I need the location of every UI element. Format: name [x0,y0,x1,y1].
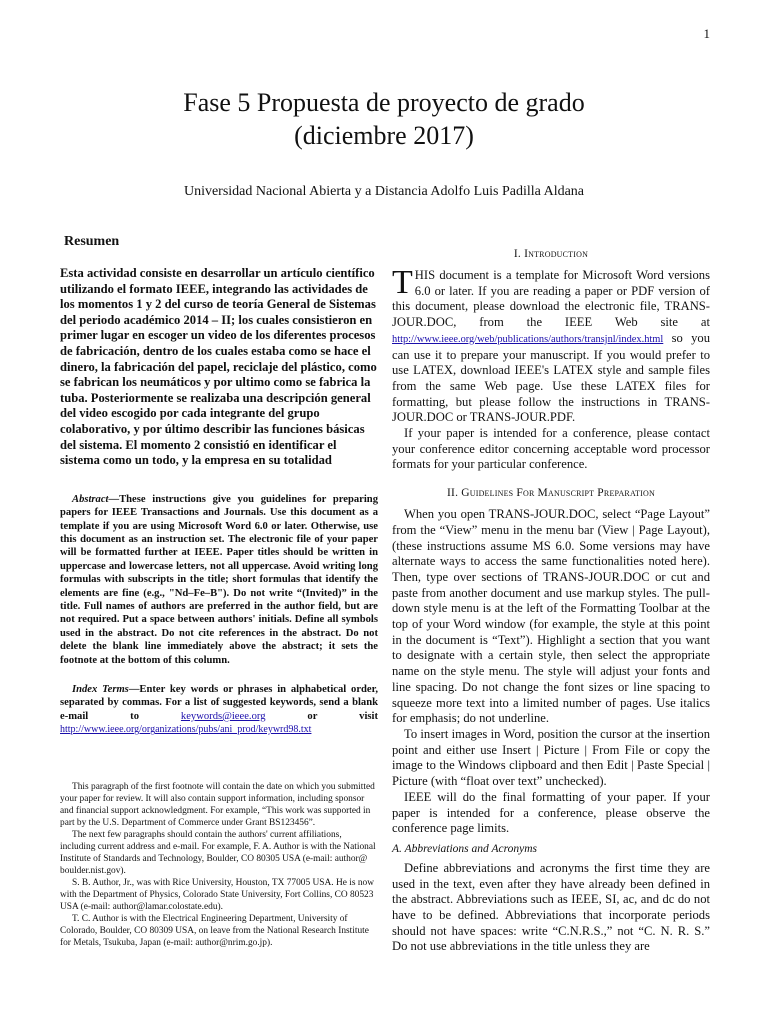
index-terms-lead: Index Terms [72,684,129,695]
section-gap [392,473,710,487]
left-column [60,234,378,949]
keywords-email-link[interactable]: keywords@ieee.org [180,710,266,722]
ieee-template-link[interactable]: http://www.ieee.org/web/publications/authors/transjnl/index.html [392,333,664,345]
author-affiliation: Universidad Nacional Abierta y a Distancia Adolfo Luis Padilla Aldana [183,184,585,199]
footnote-block [60,781,378,949]
intro-paragraph-2: If your paper is intended for a conference, please contact your conference editor concerning acceptable word processor formats for your particular conference. [392,426,710,472]
footnote-paragraph: T. C. Author is with the Electrical Engineering Department, University of Colorado, Boulder, CO 80309 USA, on leave from the National Research Institute for Metals, Tsukuba, Japan (e-mail: author@nrim.go.jp). [60,913,369,948]
resumen-text: Esta actividad consiste en desarrollar un artículo científico utilizando el formato IEEE, integrando las actividades de los momentos 1 y 2 del curso de teoría General de Sistemas del periodo académico 2014 – II; los cuales consistieron en primer lugar en escoger un video de los diferentes procesos de fabricación, dentro de los cuales estaba como se hace el dinero, la fabricación del papel, reciclaje del plástico, como se fabrican los neumáticos y por ultimo como se fabrica la tuba. Posteriormente se realizaba una descripción general del video escogido por cada integrante del grupo colaborativo, y por último describir las funciones básicas del sistema. El momento 2 consistió en identificar el sistema como un todo, y la empresa en su totalidad [60,266,377,468]
title-line-1: Fase 5 Propuesta de proyecto de grado [183,88,585,117]
title-line-2: (diciembre 2017) [294,121,474,150]
intro-text-a: HIS document is a template for Microsoft Word versions 6.0 or later. If you are reading a paper or PDF version of this document, please download the electronic file, TRANS-JOUR.DOC, from the IEEE Web site at [392,268,710,330]
abbreviations-paragraph: Define abbreviations and acronyms the first time they are used in the text, even after they have already been defined in the abstract. Abbreviations such as IEEE, SI, ac, and dc do not have to be defined. Abbreviations that incorporate periods should not have spaces: write “C.N.R.S.,” not “C. N. R. S.” Do not use abbreviations in the title unless they are [392,860,710,954]
drop-cap: T [392,264,413,301]
abstract-lead: Abstract [72,493,109,505]
footnote-paragraph: S. B. Author, Jr., was with Rice University, Houston, TX 77005 USA. He is now with the Department of Physics, Colorado State University, Fort Collins, CO 80523 USA (e-mail: author@lamar.colostate.edu). [60,877,374,912]
section-heading-introduction: I. Introduction [513,248,589,260]
guidelines-paragraph-1: When you open TRANS-JOUR.DOC, select “Page Layout” from the “View” menu in the menu bar (View | Page Layout), (these instructions assume MS 6.0. Some versions may have alternate ways to access the same functionalities noted here). Then, type over sections of TRANS-JOUR.DOC or cut and paste from another document and use markup styles. The pull-down style menu is at the left of the Formatting Toolbar at the top of your Word window (for example, the style at this point in the document is “Text”). Highlight a section that you want to designate with a certain style, then select the appropriate name on the style menu. The style will adjust your fonts and line spacing. Do not change the font sizes or line spacing to squeeze more text into a limited number of pages. Use italics for emphasis; do not underline. [392,507,710,726]
abstract-text: —These instructions give you guidelines for preparing papers for IEEE Transactions and Journals. Use this document as a template if you are using Microsoft Word 6.0 or later. Otherwise, use this document as an instruction set. The electronic file of your paper will be formatted further at IEEE. Paper titles should be written in uppercase and lowercase letters, not all uppercase. Avoid writing long formulas with subscripts in the title; short formulas that identify the elements are fine (e.g., "Nd–Fe–B"). Do not write “(Invited)” in the title. Full names of authors are preferred in the author field, but are not required. Put a space between authors' initials. Define all symbols used in the abstract. Do not cite references in the abstract. Do not delete the blank line immediately above the abstract; it sets the footnote at the bottom of this column. [60,493,378,666]
intro-paragraph-1 [392,264,710,426]
guidelines-paragraph-3: IEEE will do the final formatting of your paper. If your paper is intended for a conference, please observe the conference page limits. [392,789,710,836]
footnote-paragraph: This paragraph of the first footnote will contain the date on which you submitted your paper for review. It will also contain support information, including sponsor and financial support acknowledgment. For example, “This work was supported in part by the U.S. Department of Commerce under Grant BS123456”. [60,781,375,828]
page-number: 1 [703,26,710,41]
guidelines-paragraph-2: To insert images in Word, position the cursor at the insertion point and either use Insert | Picture | From File or copy the image to the Windows clipboard and then Edit | Paste Special | Picture (with “float over text” unchecked). [392,726,710,789]
abstract [60,493,378,667]
index-terms [60,683,378,737]
keywords-url-link[interactable]: http://www.ieee.org/organizations/pubs/ani_prod/keywrd98.txt [60,724,312,736]
or-visit-text: or visit [307,710,378,722]
footnote-paragraph: The next few paragraphs should contain the authors' current affiliations, including current address and e-mail. For example, F. A. Author is with the National Institute of Standards and Technology, Boulder, CO 80305 USA (e-mail: author@ boulder.nist.gov). [60,829,376,876]
resumen-heading: Resumen [64,234,120,249]
subsection-heading-abbreviations: A. Abbreviations and Acronyms [392,842,538,855]
intro-text-b: so you can use it to prepare your manuscript. If you would prefer to use LATEX, download IEEE's LATEX style and sample files from the same Web page. Use these LATEX files for formatting, but please follow the instructions in TRANS-JOUR.DOC or TRANS-JOUR.PDF. [392,330,710,425]
index-terms-text: —Enter key words or phrases in alphabetical order, separated by commas. For a list of suggested keywords, send a blank e-mail to [60,684,378,722]
paper-title [0,86,768,152]
right-column [392,248,710,955]
section-heading-guidelines: II. Guidelines For Manuscript Preparation [447,487,655,500]
